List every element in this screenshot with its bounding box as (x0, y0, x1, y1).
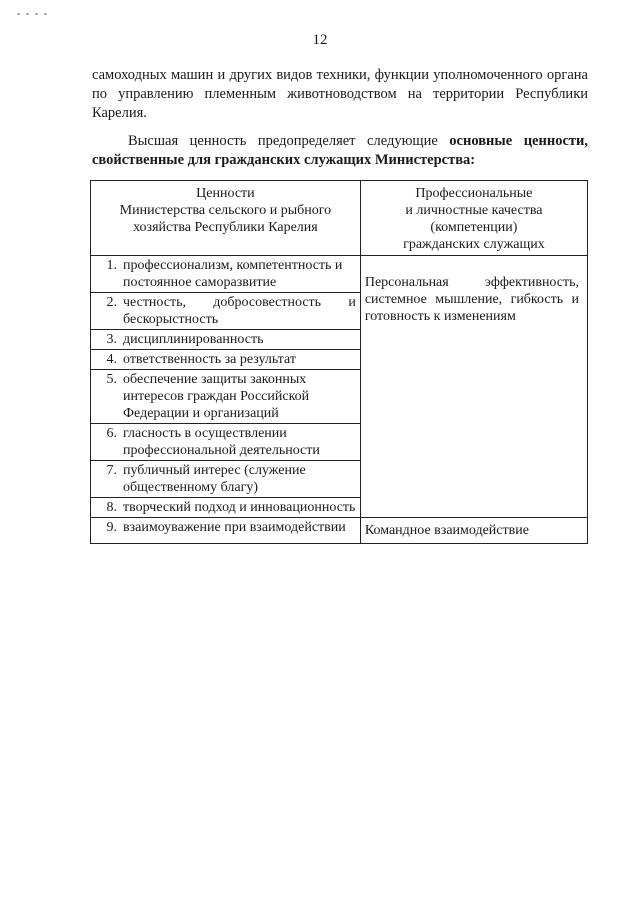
header-values-line: Ценности (196, 186, 255, 201)
scan-artifact-dots (14, 12, 50, 16)
value-cell (91, 518, 361, 544)
value-cell (91, 330, 361, 350)
paragraph-intro (92, 132, 588, 170)
value-text: честность, добросовестность и бескорыстность (123, 295, 356, 327)
value-text: публичный интерес (служение общественному благу) (123, 463, 306, 495)
header-values-line: хозяйства Республики Карелия (133, 220, 318, 235)
header-values (91, 181, 361, 256)
value-text: профессионализм, компетентность и постоянное саморазвитие (123, 258, 343, 290)
paragraph-continuation: самоходных машин и других видов техники, функции уполномоченного органа по управлению племенным животноводством на территории Республики Карелия. (92, 67, 588, 121)
row-number: 7. (106, 463, 117, 478)
header-competencies-line: гражданских служащих (403, 237, 545, 252)
row-number: 5. (106, 372, 117, 387)
header-competencies (360, 181, 587, 256)
table-row (91, 256, 588, 293)
value-cell (91, 370, 361, 424)
table-header-row (91, 181, 588, 256)
competence-cell: Персональная эффективность, системное мышление, гибкость и готовность к изменениям (360, 256, 587, 518)
row-number: 8. (106, 500, 117, 515)
values-table (90, 180, 588, 544)
header-competencies-line: Профессиональные (415, 186, 533, 201)
value-text: дисциплинированность (123, 332, 264, 347)
value-text: взаимоуважение при взаимодействии (123, 520, 346, 535)
table-row (91, 518, 588, 544)
header-competencies-line: (компетенции) (430, 220, 518, 235)
value-cell (91, 461, 361, 498)
row-number: 4. (106, 352, 117, 367)
header-competencies-line: и личностные качества (405, 203, 543, 218)
row-number: 6. (106, 426, 117, 441)
row-number: 3. (106, 332, 117, 347)
value-text: обеспечение защиты законных интересов граждан Российской Федерации и организаций (123, 372, 310, 421)
header-values-line: Министерства сельского и рыбного (119, 203, 332, 218)
row-number: 1. (106, 258, 117, 273)
value-cell (91, 424, 361, 461)
paragraph-intro-bold: основные ценности, свойственные для гражданских служащих Министерства: (92, 133, 588, 168)
row-number: 9. (106, 520, 117, 535)
value-text: ответственность за результат (123, 352, 296, 367)
row-number: 2. (106, 295, 117, 310)
value-text: творческий подход и инновационность (123, 500, 356, 515)
paragraph-intro-text: Высшая ценность предопределяет следующие (128, 133, 450, 149)
page-number: 12 (312, 32, 328, 48)
value-cell (91, 498, 361, 518)
competence-cell-team: Командное взаимодействие (360, 518, 587, 544)
value-cell (91, 350, 361, 370)
value-cell (91, 293, 361, 330)
value-cell (91, 256, 361, 293)
value-text: гласность в осуществлении профессиональной деятельности (123, 426, 320, 458)
